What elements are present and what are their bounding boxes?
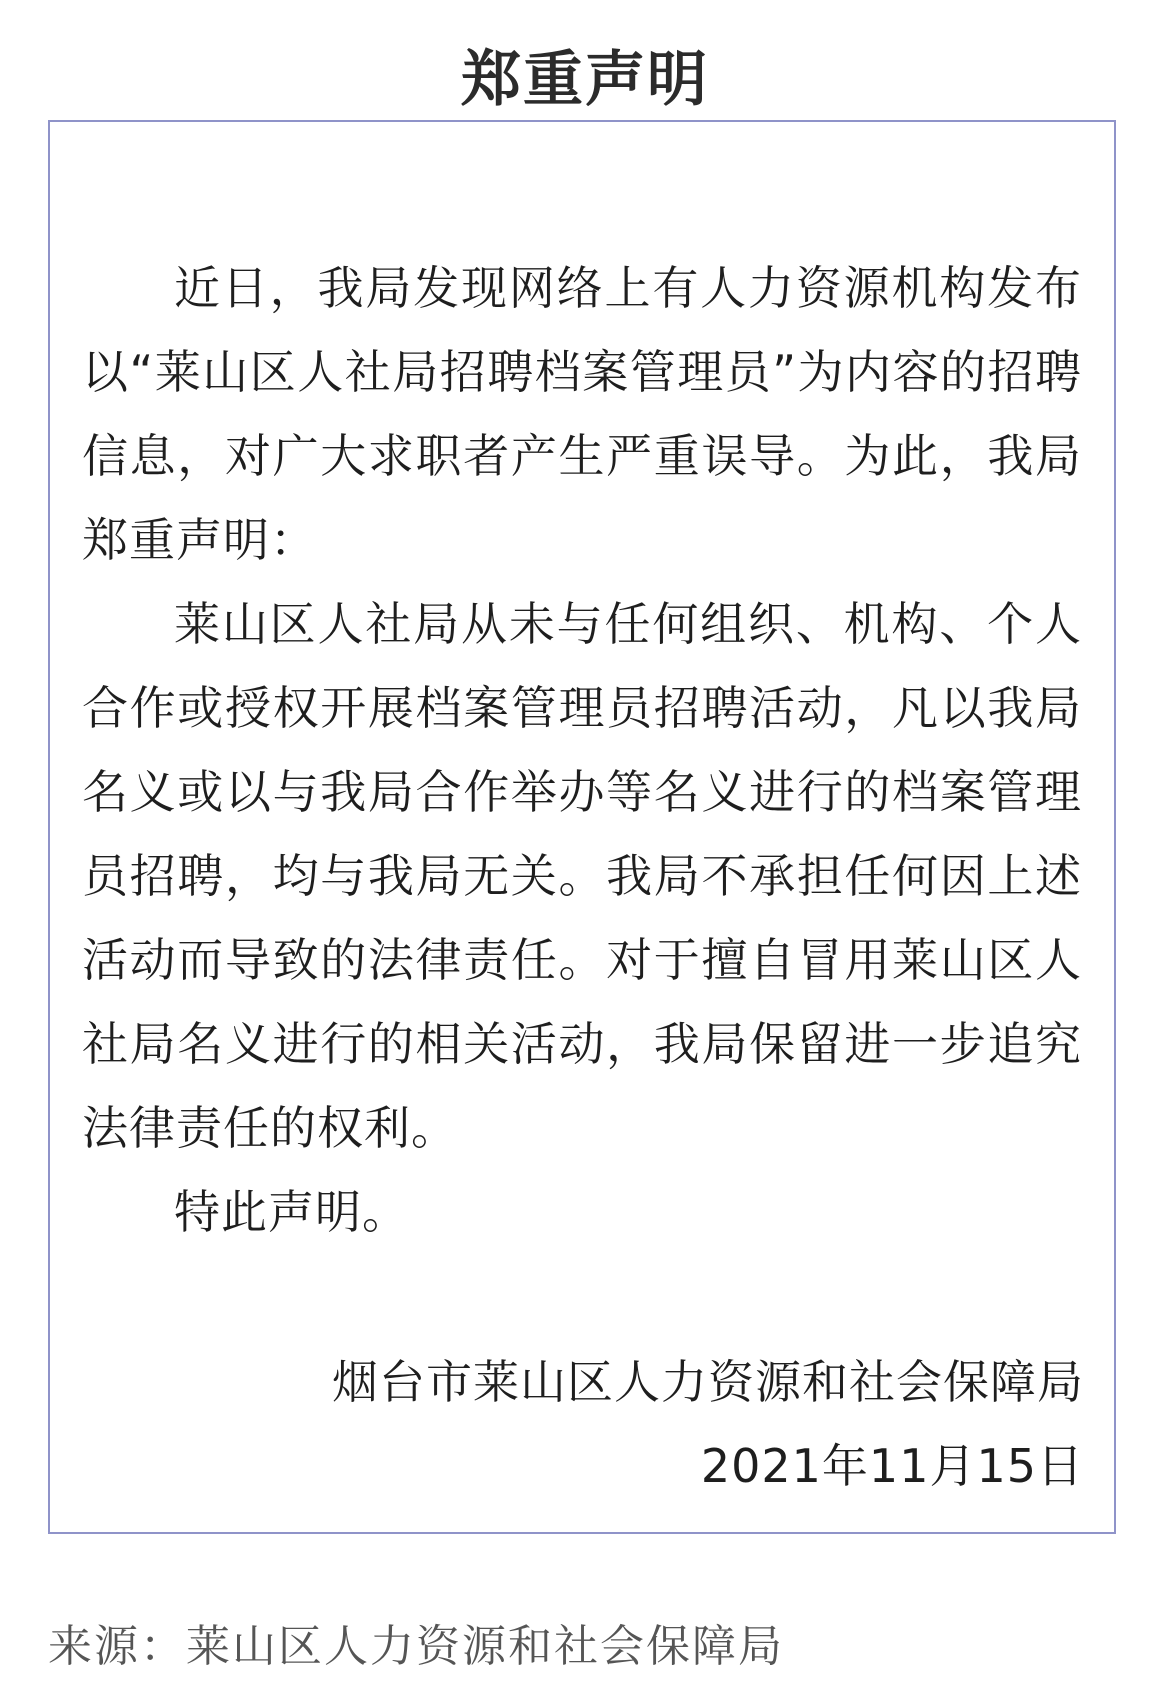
source-credit: 来源：莱山区人力资源和社会保障局 — [48, 1621, 784, 1672]
closing-statement: 特此声明。 — [174, 1185, 409, 1239]
signature-block — [332, 1340, 1084, 1508]
notice-body — [82, 246, 1082, 1254]
issue-date: 2021年11月15日 — [700, 1439, 1084, 1493]
notice-paragraph-2: 莱山区人社局从未与任何组织、机构、个人合作或授权开展档案管理员招聘活动，凡以我局名义或以与我局合作举办等名义进行的档案管理员招聘，均与我局无关。我局不承担任何因上述活动而导致的法律责任。对于擅自冒用莱山区人社局名义进行的相关活动，我局保留进一步追究法律责任的权利。 — [82, 597, 1082, 1155]
page-title: 郑重声明 — [461, 45, 709, 116]
issuer-name: 烟台市莱山区人力资源和社会保障局 — [332, 1355, 1084, 1409]
notice-paragraph-1: 近日，我局发现网络上有人力资源机构发布以“莱山区人社局招聘档案管理员”为内容的招聘信息，对广大求职者产生严重误导。为此，我局郑重声明： — [82, 261, 1082, 567]
